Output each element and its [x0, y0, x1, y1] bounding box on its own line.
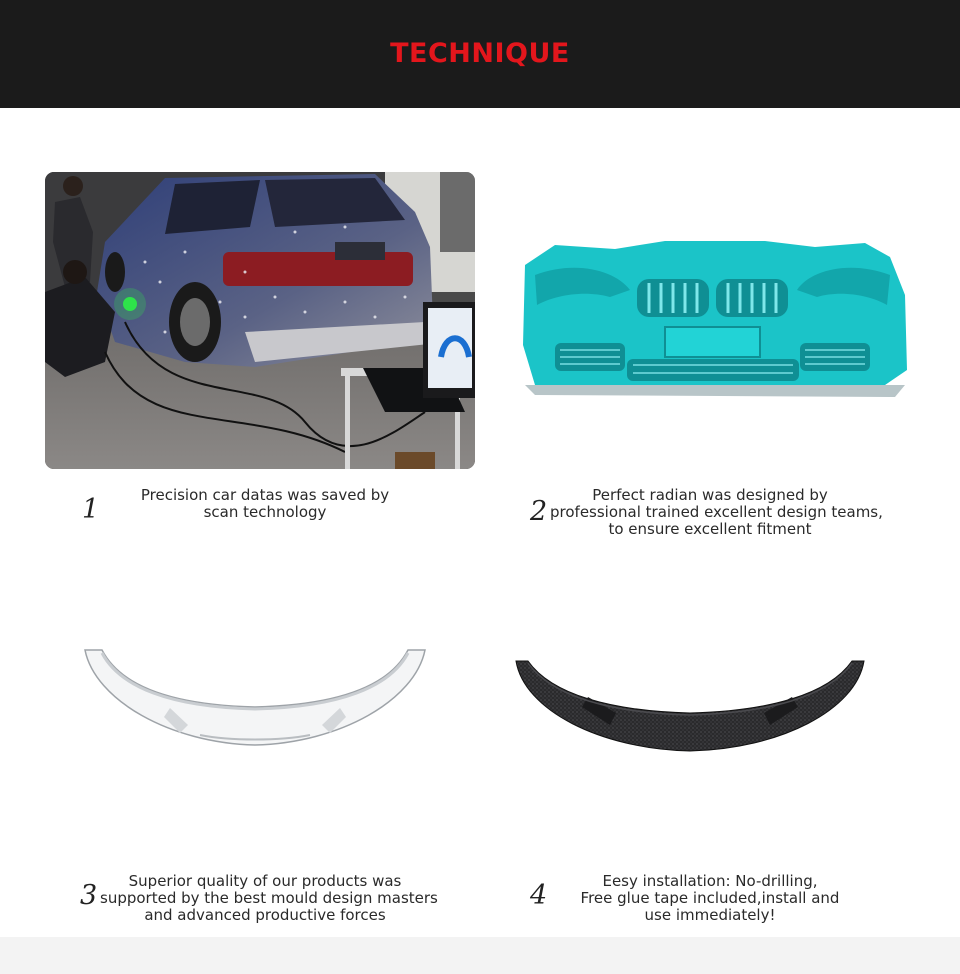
section-title: TECHNIQUE [390, 37, 570, 69]
bumper-3d-scan-render [515, 235, 910, 405]
caption-line: Perfect radian was designed by [592, 486, 828, 504]
caption-line: to ensure excellent fitment [608, 520, 812, 538]
caption-line: and advanced productive forces [144, 906, 386, 924]
footer-band [0, 937, 960, 974]
step-caption-3 [100, 872, 438, 924]
step-caption-2 [550, 486, 883, 538]
step-caption-1 [115, 487, 415, 521]
step-number-4: 4 [530, 880, 548, 911]
carbon-front-lip [512, 655, 868, 755]
caption-line: professional trained excellent design teams, [550, 503, 883, 521]
white-lip-mould [80, 645, 430, 750]
caption-line: scan technology [203, 503, 327, 521]
caption-line: Free glue tape included,install and [580, 889, 840, 907]
step-number-1: 1 [82, 494, 100, 525]
caption-line: Superior quality of our products was [128, 872, 402, 890]
step-number-3: 3 [80, 880, 98, 911]
caption-line: use immediately! [644, 906, 776, 924]
section-header [0, 0, 960, 108]
caption-line: supported by the best mould design masters [100, 889, 438, 907]
caption-line: Precision car datas was saved by [140, 486, 390, 504]
scanning-car-photo [45, 172, 475, 469]
step-number-2: 2 [530, 496, 548, 527]
caption-line: Eesy installation: No-drilling, [602, 872, 818, 890]
step-caption-4 [570, 873, 850, 924]
